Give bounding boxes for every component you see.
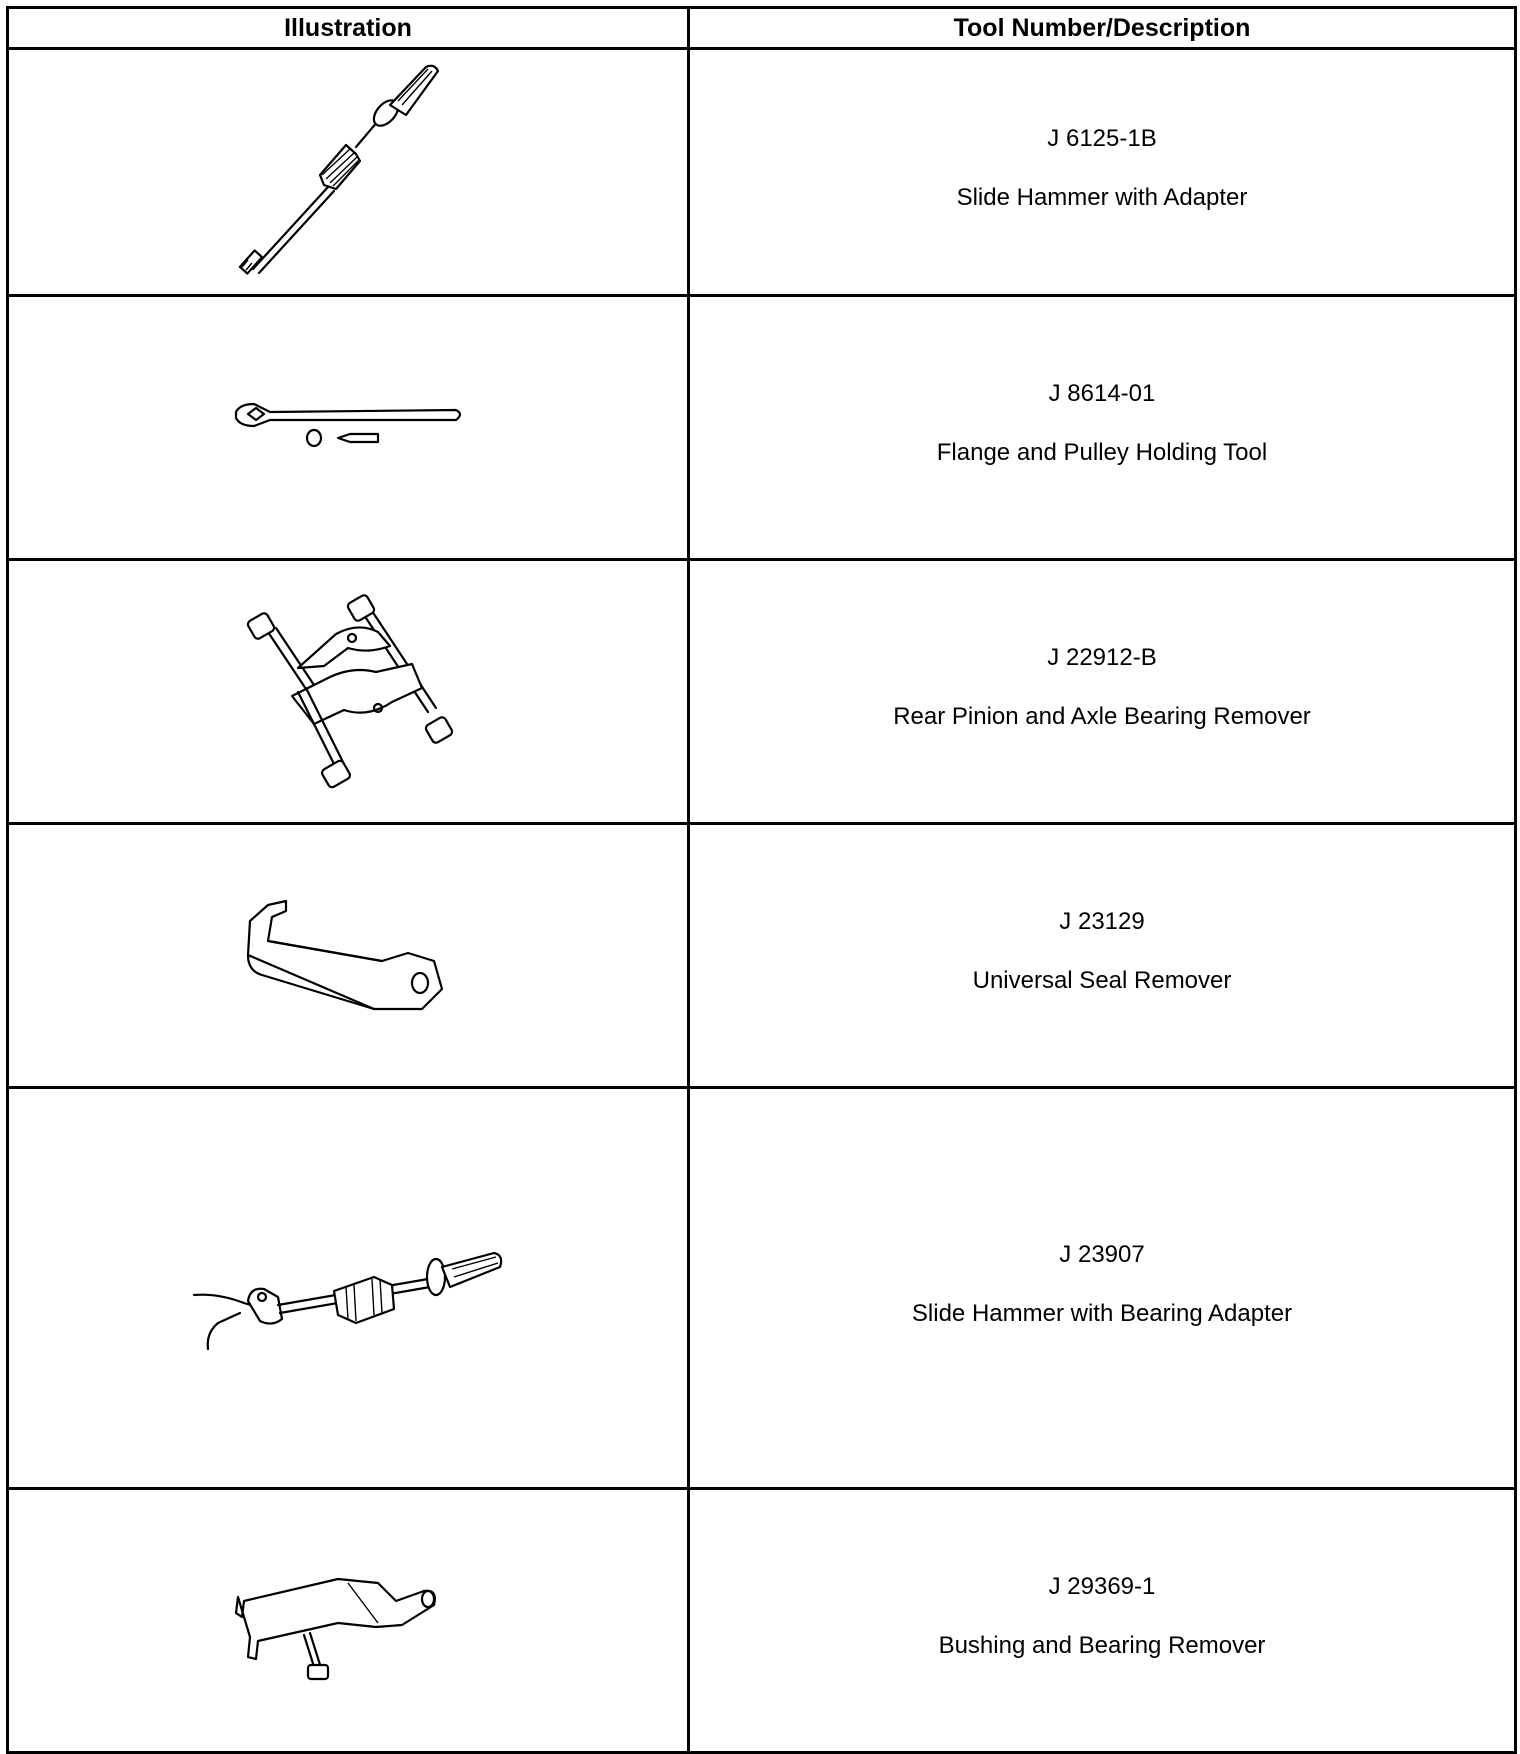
illustration-cell [8, 1489, 689, 1753]
description-cell [689, 1489, 1516, 1753]
illustration-cell [8, 49, 689, 296]
illustration-header: Illustration [8, 8, 689, 49]
table-row [8, 1088, 1516, 1489]
holding-tool-icon [228, 398, 468, 458]
tool-number: J 8614-01 [1048, 380, 1156, 407]
table-row [8, 1489, 1516, 1753]
table-row [8, 560, 1516, 824]
description-cell [689, 824, 1516, 1088]
table-row [8, 296, 1516, 560]
table-row [8, 49, 1516, 296]
illustration-cell [8, 560, 689, 824]
table-row [8, 824, 1516, 1088]
tools-table [6, 6, 1517, 1754]
tool-description: Rear Pinion and Axle Bearing Remover [893, 703, 1311, 730]
tool-description: Slide Hammer with Adapter [956, 183, 1248, 211]
description-cell [689, 560, 1516, 824]
tool-header: Tool Number/Description [689, 8, 1516, 49]
slide-hammer-icon [228, 57, 468, 287]
bearing-remover-icon [228, 592, 468, 792]
tool-number: J 23907 [1059, 1240, 1145, 1268]
tool-description: Universal Seal Remover [972, 967, 1232, 994]
tool-number: J 23129 [1059, 908, 1145, 935]
slide-hammer-bearing-adapter-icon [188, 1223, 508, 1353]
tool-number: J 29369-1 [1048, 1573, 1156, 1600]
tool-number: J 22912-B [1047, 644, 1157, 671]
tool-description: Flange and Pulley Holding Tool [936, 439, 1268, 466]
illustration-cell [8, 296, 689, 560]
tool-description: Slide Hammer with Bearing Adapter [911, 1299, 1293, 1327]
tool-description: Bushing and Bearing Remover [938, 1632, 1266, 1659]
seal-remover-icon [228, 891, 468, 1021]
description-cell [689, 49, 1516, 296]
illustration-cell [8, 1088, 689, 1489]
description-cell [689, 296, 1516, 560]
tool-number: J 6125-1B [1047, 124, 1157, 152]
illustration-cell [8, 824, 689, 1088]
table-header-row [8, 8, 1516, 49]
bushing-remover-icon [228, 1561, 468, 1681]
description-cell [689, 1088, 1516, 1489]
